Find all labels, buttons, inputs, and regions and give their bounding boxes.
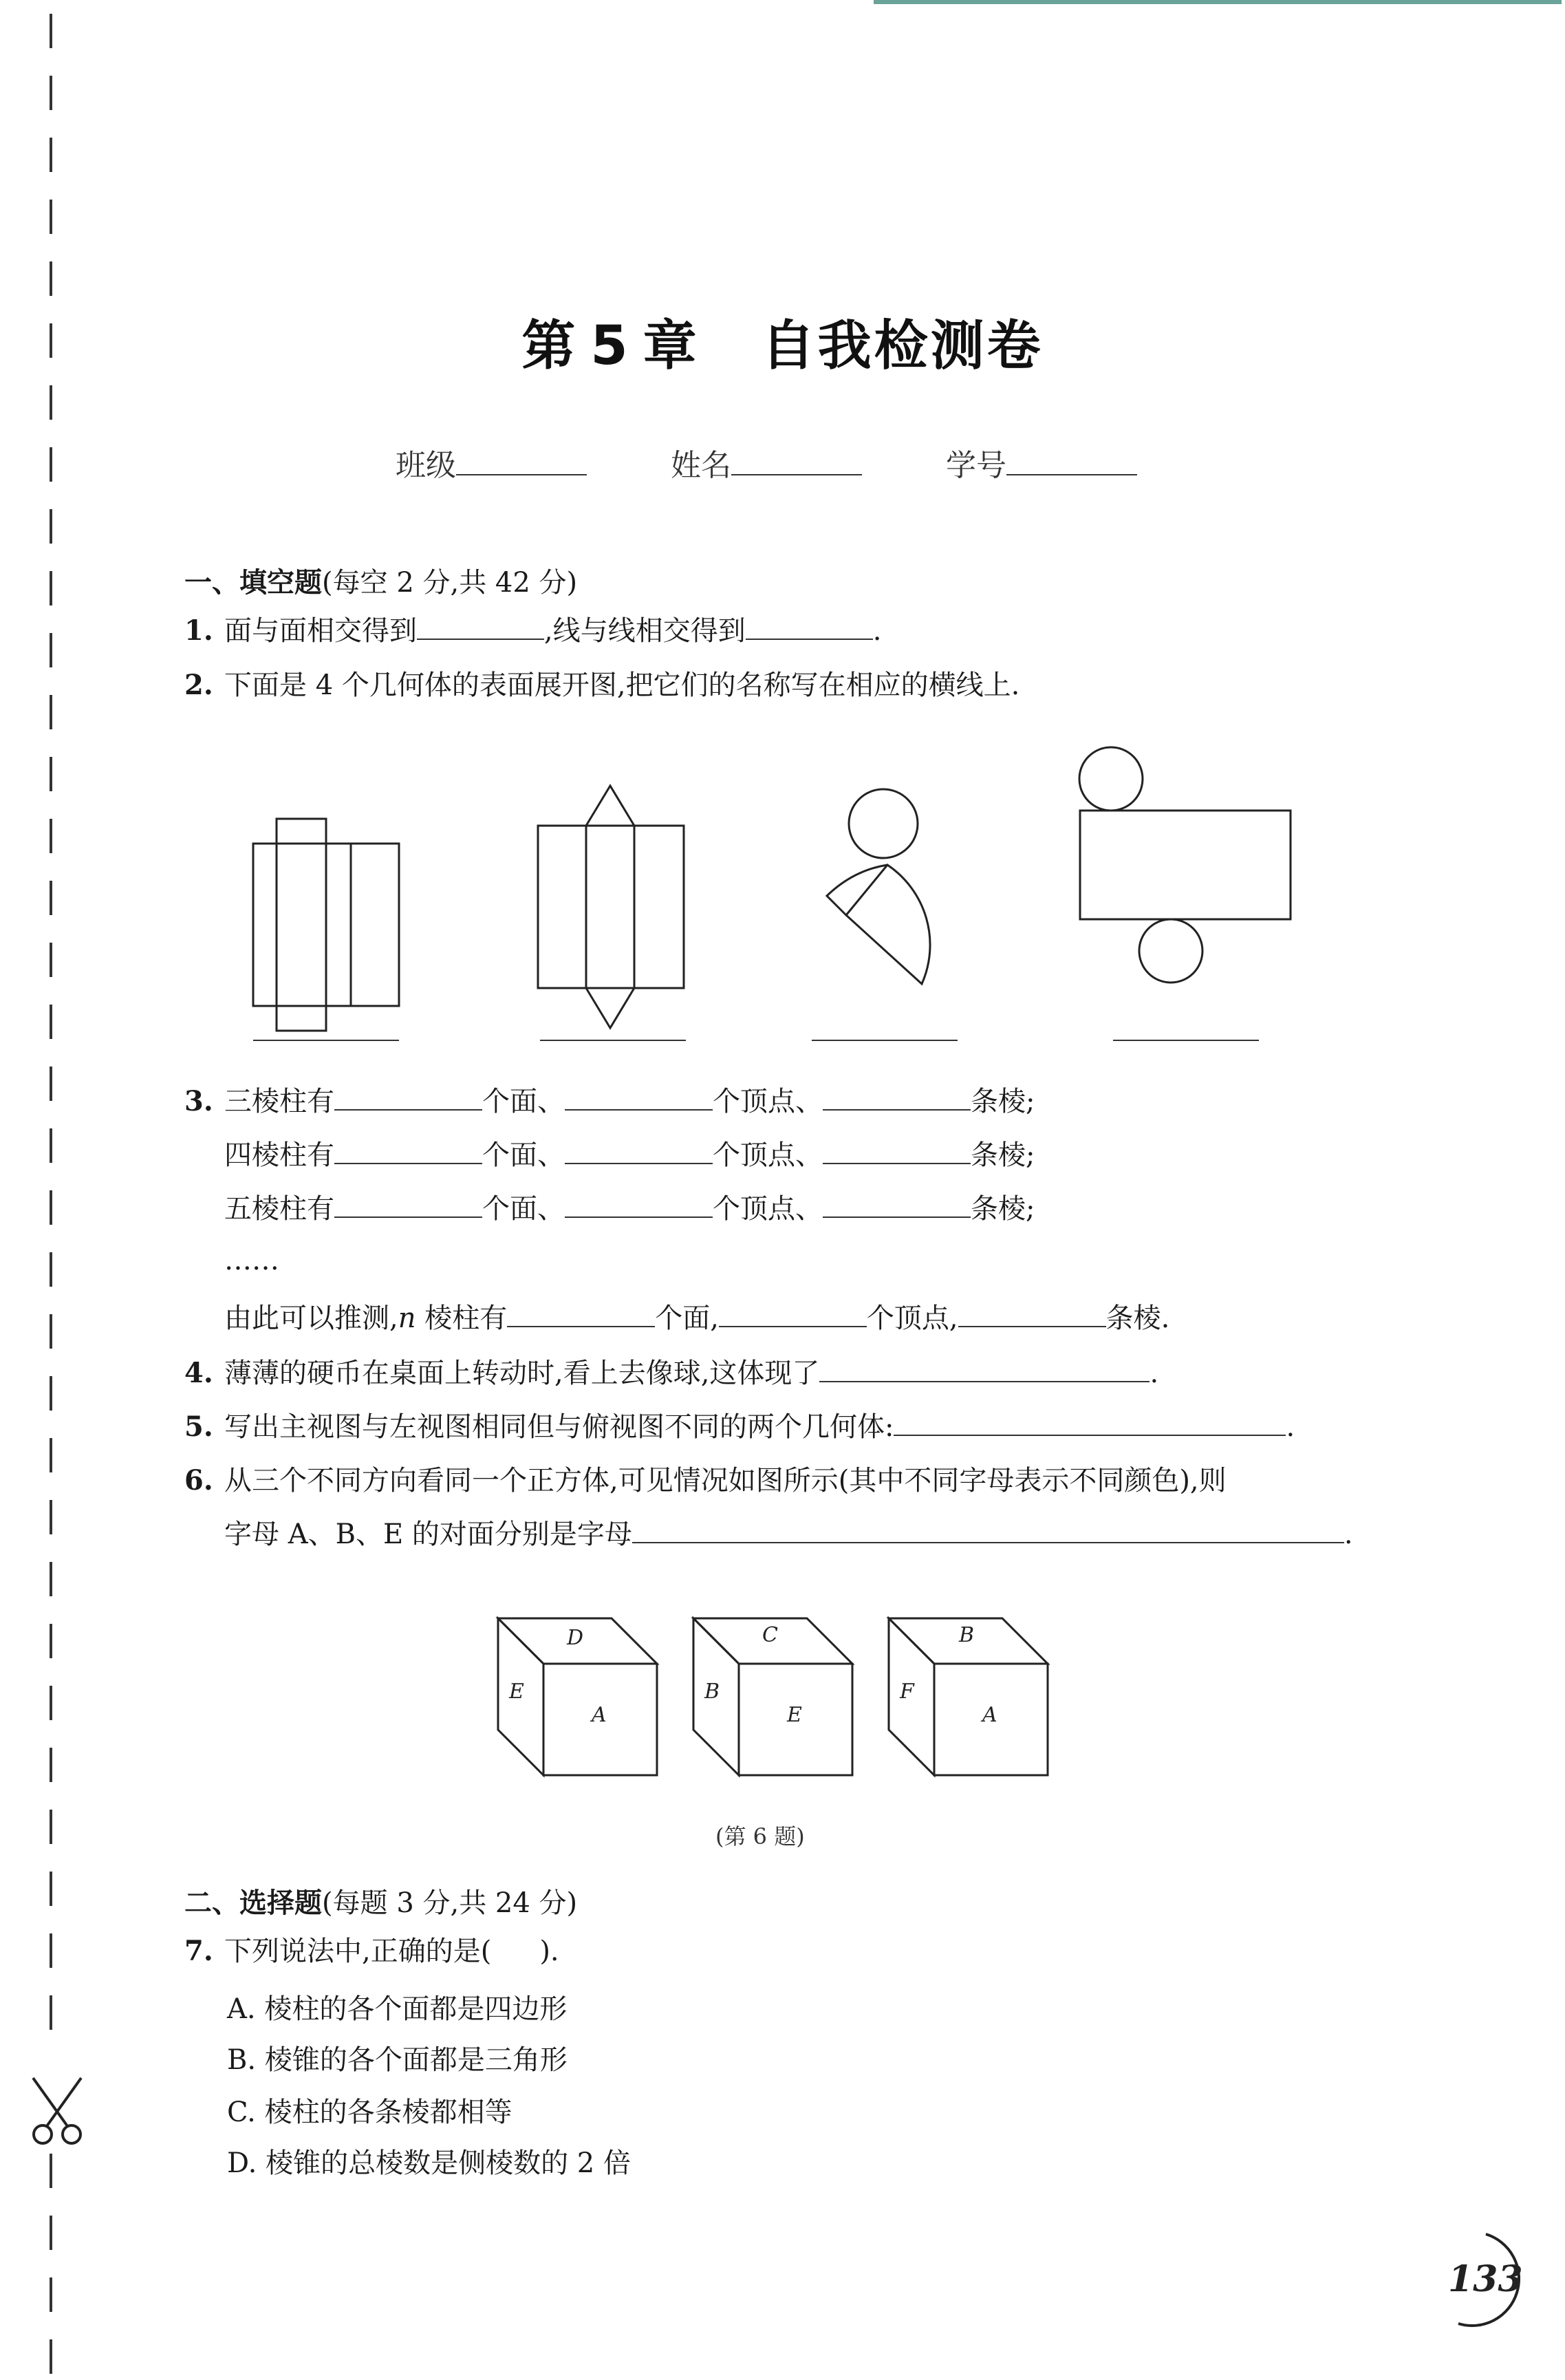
title-subtitle: 自我检测卷 bbox=[761, 315, 1044, 377]
q3-row2-vertices: 个顶点、 bbox=[713, 1139, 823, 1171]
q3-row1-edges-blank[interactable] bbox=[823, 1108, 971, 1111]
question-number: 6. bbox=[184, 1464, 213, 1497]
question-1 bbox=[184, 614, 881, 647]
q7-text-end: ). bbox=[539, 1936, 559, 1967]
cube-1-front-label: A bbox=[592, 1703, 607, 1727]
option-text: 棱锥的各个面都是三角形 bbox=[264, 2044, 568, 2076]
section2-title: 二、选择题 bbox=[184, 1887, 322, 1919]
id-field bbox=[946, 440, 1137, 484]
cube-2-top-label: C bbox=[762, 1623, 778, 1647]
q6-blank[interactable] bbox=[632, 1541, 1344, 1543]
net-rectangular-prism bbox=[253, 819, 399, 1031]
cube-2-front-label: E bbox=[787, 1703, 802, 1727]
q6-line2: 字母 A、B、E 的对面分别是字母 bbox=[224, 1519, 632, 1550]
title-chapter-word: 章 bbox=[643, 315, 700, 377]
cube-2-left-label: B bbox=[704, 1680, 720, 1704]
cube-3-top-label: B bbox=[959, 1623, 975, 1647]
option-letter: B. bbox=[227, 2044, 257, 2076]
question-6-line-1 bbox=[184, 1464, 1227, 1497]
question-4 bbox=[184, 1357, 1158, 1390]
question-number: 5. bbox=[184, 1411, 213, 1443]
q3-row3-vertices-blank[interactable] bbox=[565, 1216, 713, 1218]
net-cone bbox=[827, 789, 930, 984]
q1-text-b: ,线与线相交得到 bbox=[544, 615, 746, 647]
question-number: 4. bbox=[184, 1357, 213, 1389]
question-3-row-3 bbox=[224, 1192, 1035, 1225]
q3-row2-edges-blank[interactable] bbox=[823, 1162, 971, 1164]
q2-nets-figure bbox=[234, 736, 1307, 1060]
q3-row2-edges: 条棱; bbox=[971, 1139, 1035, 1171]
question-7 bbox=[184, 1935, 559, 1968]
q6-end: . bbox=[1343, 1519, 1353, 1550]
q3-row3-edges: 条棱; bbox=[971, 1193, 1035, 1225]
q7-option-a[interactable] bbox=[227, 1987, 567, 2026]
class-label: 班级 bbox=[396, 448, 456, 483]
q1-blank-2[interactable] bbox=[746, 638, 873, 640]
q1-text-a: 面与面相交得到 bbox=[224, 615, 417, 647]
q3-row2-faces-blank[interactable] bbox=[334, 1162, 482, 1164]
q3-conclusion-vertices: 个顶点, bbox=[866, 1302, 958, 1334]
question-6-line-2 bbox=[224, 1518, 1353, 1551]
q3-row1-vertices-blank[interactable] bbox=[565, 1108, 713, 1111]
cube-3-front-label: A bbox=[982, 1703, 997, 1727]
cube-1-left-label: E bbox=[509, 1680, 524, 1704]
q2-blank-4[interactable] bbox=[1113, 1040, 1259, 1041]
id-blank[interactable] bbox=[1006, 473, 1137, 475]
section2-heading bbox=[184, 1881, 577, 1920]
top-border-line bbox=[874, 0, 1562, 4]
question-2 bbox=[184, 669, 1019, 702]
q3-conclusion-n: n bbox=[398, 1302, 416, 1334]
q3-conclusion-vertices-blank[interactable] bbox=[719, 1325, 867, 1327]
q3-conclusion-edges-blank[interactable] bbox=[958, 1325, 1106, 1327]
q7-text: 下列说法中,正确的是( bbox=[224, 1936, 492, 1967]
q7-option-d[interactable] bbox=[227, 2141, 631, 2180]
q2-blank-1[interactable] bbox=[253, 1040, 399, 1041]
class-field bbox=[396, 440, 587, 484]
question-3-conclusion bbox=[224, 1302, 1169, 1335]
q7-option-c[interactable] bbox=[227, 2090, 512, 2130]
q3-ellipsis bbox=[224, 1244, 279, 1277]
q5-text: 写出主视图与左视图相同但与俯视图不同的两个几何体: bbox=[224, 1411, 894, 1443]
q4-end: . bbox=[1150, 1358, 1159, 1389]
q2-text: 下面是 4 个几何体的表面展开图,把它们的名称写在相应的横线上. bbox=[224, 669, 1020, 701]
q6-caption: (第 6 题) bbox=[715, 1823, 805, 1850]
title-prefix: 第 bbox=[521, 315, 579, 377]
cube-3-left-label: F bbox=[900, 1680, 914, 1704]
chapter-number: 5 bbox=[590, 315, 631, 377]
q7-option-b[interactable] bbox=[227, 2038, 568, 2077]
scissors-icon bbox=[33, 2078, 81, 2143]
option-letter: D. bbox=[227, 2147, 257, 2179]
option-letter: A. bbox=[227, 1993, 256, 2025]
section1-scoring: (每空 2 分,共 42 分) bbox=[322, 567, 578, 599]
q5-end: . bbox=[1286, 1411, 1295, 1443]
question-number: 3. bbox=[184, 1085, 213, 1117]
name-label: 姓名 bbox=[671, 448, 731, 483]
q3-ellipsis-text: …… bbox=[224, 1245, 279, 1276]
q3-conclusion-edges: 条棱. bbox=[1105, 1302, 1170, 1334]
name-blank[interactable] bbox=[731, 473, 862, 475]
name-field bbox=[671, 440, 862, 484]
q3-conclusion-faces-blank[interactable] bbox=[507, 1325, 655, 1327]
question-number: 2. bbox=[184, 669, 213, 701]
q3-row2-prefix: 四棱柱有 bbox=[224, 1139, 334, 1171]
q3-row3-vertices: 个顶点、 bbox=[713, 1193, 823, 1225]
q3-row1-faces-blank[interactable] bbox=[334, 1108, 482, 1111]
q4-blank[interactable] bbox=[819, 1380, 1150, 1382]
id-label: 学号 bbox=[946, 448, 1006, 483]
page-title bbox=[0, 303, 1565, 380]
option-text: 棱柱的各个面都是四边形 bbox=[264, 1993, 568, 2025]
q3-conclusion-b: 棱柱有 bbox=[415, 1302, 508, 1334]
q3-row2-faces: 个面、 bbox=[482, 1139, 565, 1171]
question-5 bbox=[184, 1411, 1295, 1444]
q6-cubes-figure bbox=[482, 1603, 1101, 1789]
q2-blank-3[interactable] bbox=[812, 1040, 958, 1041]
q2-blank-2[interactable] bbox=[540, 1040, 686, 1041]
section1-heading bbox=[184, 561, 577, 600]
q3-row3-faces-blank[interactable] bbox=[334, 1216, 482, 1218]
q3-conclusion-a: 由此可以推测, bbox=[224, 1302, 398, 1334]
class-blank[interactable] bbox=[456, 473, 587, 475]
q3-row3-prefix: 五棱柱有 bbox=[224, 1193, 334, 1225]
q4-text: 薄薄的硬币在桌面上转动时,看上去像球,这体现了 bbox=[224, 1358, 820, 1389]
q3-row1-prefix: 三棱柱有 bbox=[224, 1086, 334, 1117]
net-triangular-prism bbox=[538, 786, 684, 1028]
q3-row1-vertices: 个顶点、 bbox=[713, 1086, 823, 1117]
q5-blank[interactable] bbox=[894, 1434, 1286, 1436]
q3-row2-vertices-blank[interactable] bbox=[565, 1162, 713, 1164]
q1-blank-1[interactable] bbox=[417, 638, 544, 640]
option-letter: C. bbox=[227, 2097, 256, 2128]
section2-scoring: (每题 3 分,共 24 分) bbox=[322, 1887, 578, 1919]
net-cylinder bbox=[1079, 747, 1291, 983]
q3-row3-faces: 个面、 bbox=[482, 1193, 565, 1225]
q3-row3-edges-blank[interactable] bbox=[823, 1216, 971, 1218]
option-text: 棱锥的总棱数是侧棱数的 2 倍 bbox=[266, 2147, 631, 2179]
page-number: 133 bbox=[1448, 2258, 1523, 2300]
question-3-row-2 bbox=[224, 1139, 1035, 1172]
question-number: 1. bbox=[184, 614, 213, 647]
q6-line1: 从三个不同方向看同一个正方体,可见情况如图所示(其中不同字母表示不同颜色),则 bbox=[224, 1465, 1227, 1497]
cube-1-top-label: D bbox=[567, 1626, 584, 1650]
question-3-row-1 bbox=[184, 1085, 1035, 1118]
q3-row1-faces: 个面、 bbox=[482, 1086, 565, 1117]
q3-conclusion-faces: 个面, bbox=[655, 1302, 719, 1334]
option-text: 棱柱的各条棱都相等 bbox=[264, 2097, 512, 2128]
q3-row1-edges: 条棱; bbox=[971, 1086, 1035, 1117]
q1-text-c: . bbox=[872, 615, 882, 647]
section1-title: 一、填空题 bbox=[184, 567, 322, 599]
question-number: 7. bbox=[184, 1935, 213, 1967]
